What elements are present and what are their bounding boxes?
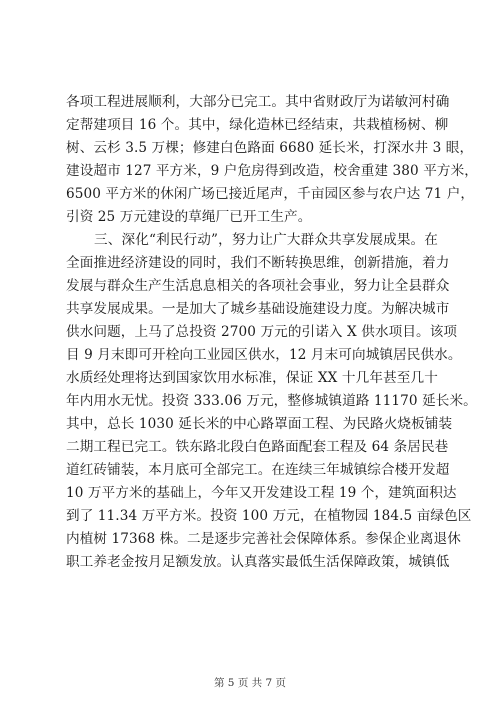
text-line: 其中，总长 1030 延长米的中心路罩面工程、为民路火烧板铺装: [66, 416, 453, 432]
text-line: 树、云杉 3.5 万棵；修建白色路面 6680 延长米，打深水井 3 眼，: [66, 140, 474, 156]
text-line: 6500 平方米的休闲广场已接近尾声，千亩园区参与农户达 71 户，: [66, 186, 475, 202]
section-heading-line: 三、深化“利民行动”，努力让广大群众共享发展成果。在: [94, 232, 438, 248]
text-line: 道红砖铺装，本月底可全部完工。在连续三年城镇综合楼开发超: [66, 462, 450, 478]
text-line: 二期工程已完工。铁东路北段白色路面配套工程及 64 条居民巷: [66, 439, 449, 455]
text-line: 年内用水无忧。投资 333.06 万元，整修城镇道路 11170 延长米。: [66, 393, 477, 409]
text-line: 职工养老金按月足额发放。认真落实最低生活保障政策，城镇低: [66, 554, 450, 570]
text-line: 建设超市 127 平方米，9 户危房得到改造，校舍重建 380 平方米，: [66, 163, 478, 179]
text-line: 到了 11.34 万平方米。投资 100 万元，在植物园 184.5 亩绿色区: [66, 508, 472, 524]
text-line: 发展与群众生产生活息息相关的各项社会事业，努力让全县群众: [66, 278, 450, 294]
text-line: 水质经处理将达到国家饮用水标准，保证 XX 十几年甚至几十: [66, 370, 438, 386]
body-text: [66, 91, 478, 574]
page-number-footer: 第 5 页 共 7 页: [213, 677, 287, 689]
text-line: 共享发展成果。一是加大了城乡基础设施建设力度。为解决城市: [66, 301, 450, 317]
text-line: 10 万平方米的基础上，今年又开发建设工程 19 个，建筑面积达: [66, 485, 457, 501]
text-line: 引资 25 万元建设的草绳厂已开工生产。: [66, 209, 312, 225]
text-line: 定帮建项目 16 个。其中，绿化造林已经结束，共栽植杨树、柳: [66, 117, 449, 133]
text-line: 全面推进经济建设的同时，我们不断转换思维，创新措施，着力: [66, 255, 450, 271]
text-line: 目 9 月末即可开栓向工业园区供水，12 月末可向城镇居民供水。: [66, 347, 462, 363]
text-line: 内植树 17368 株。二是逐步完善社会保障体系。参保企业离退休: [66, 531, 461, 547]
text-line: 供水问题，上马了总投资 2700 万元的引诺入 X 供水项目。该项: [66, 324, 458, 340]
text-line: 各项工程进展顺利，大部分已完工。其中省财政厅为诺敏河村确: [66, 94, 450, 110]
